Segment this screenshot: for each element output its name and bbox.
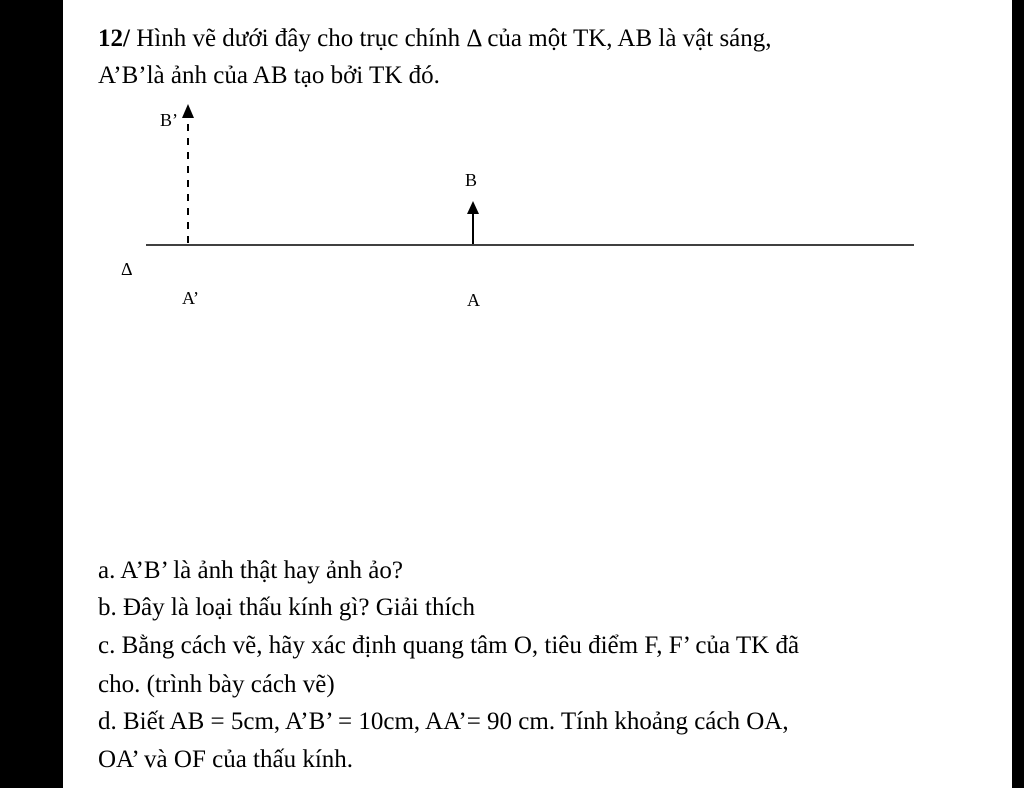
question-number: 12/ [98,25,130,52]
label-b: B [465,170,478,190]
worksheet-page [63,0,1012,788]
part-c-line-1: c. Bằng cách vẽ, hãy xác định quang tâm O, tiêu điểm F, F’ của TK đã [98,632,800,659]
label-a-prime: A’ [182,288,199,308]
part-b: b. Đây là loại thấu kính gì? Giải thích [98,594,475,621]
part-d-line-2: OA’ và OF của thấu kính. [98,746,354,773]
label-axis-delta: Δ [121,259,133,279]
part-a: a. A’B’ là ảnh thật hay ảnh ảo? [98,557,403,584]
part-d-line-1: d. Biết AB = 5cm, A’B’ = 10cm, AA’= 90 cm. Tính khoảng cách OA, [98,708,789,735]
object-arrowhead [467,201,479,214]
question-line-2: A’B’là ảnh của AB tạo bởi TK đó. [98,62,440,89]
label-b-prime: B’ [160,110,178,130]
image-arrowhead [182,104,194,118]
label-a: A [467,290,480,310]
question-text-1: Hình vẽ dưới đây cho trục chính Δ của một TK, AB là vật sáng, [136,25,772,52]
part-c-line-2: cho. (trình bày cách vẽ) [98,671,335,698]
